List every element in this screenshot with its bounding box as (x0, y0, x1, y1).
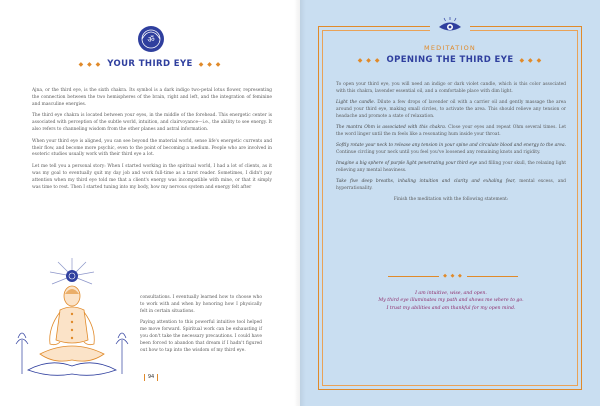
intro-paragraph: To open your third eye, you will need an indigo or dark violet candle, which is this color associated with this chakra, lavender essential oil, and a comfortable place with dim light. (336, 82, 566, 94)
title-ornament-left: ◆ ◆ ◆ (357, 56, 381, 64)
eye-icon (436, 16, 464, 34)
affirmation-statement (336, 290, 566, 312)
title-ornament-right: ◆ ◆ ◆ (519, 56, 543, 64)
meditation-instructions (336, 82, 566, 208)
right-page-title-row (318, 54, 582, 66)
page-number-value: 94 (147, 374, 155, 380)
step-lead: Imagine a big sphere of purple light penetrating your third eye (336, 160, 478, 166)
left-page-title: YOUR THIRD EYE (107, 59, 193, 69)
affirmation-line: My third eye illuminates my path and shows me where to go. (378, 298, 524, 304)
svg-text:ॐ: ॐ (147, 35, 155, 44)
affirmation-divider (388, 272, 518, 280)
meditation-label: MEDITATION (424, 44, 476, 52)
meditating-figure-illustration (10, 254, 148, 392)
step-text: Close your eyes and repeat Ohm several times. Let the word linger until the m feels like a resonating hum inside your throat. (336, 124, 566, 137)
step-text: Continue circling your neck until you feel you've loosened any remaining knots and rigidity. (336, 149, 541, 155)
left-page-title-row (60, 58, 240, 70)
title-ornament-left: ◆ ◆ ◆ (78, 60, 102, 68)
decorative-frame (318, 26, 582, 390)
left-page-body-continued (140, 295, 262, 354)
step-text: and filling your skull, the relaxing light relieving any mental heaviness. (336, 160, 567, 173)
page-gutter-shadow (294, 0, 306, 406)
meditation-step (336, 179, 566, 193)
step-text: Dilute a few drops of lavender oil with a carrier oil and gently massage the area around your third eye, making small circles, to activate the area. This should relieve any tension or headache and promote a state of relaxation. (336, 99, 566, 119)
page-number-divider (144, 374, 145, 381)
divider-line (388, 276, 439, 277)
paragraph: Let me tell you a personal story: When I started working in the spiritual world, I had a lot of clients, as it was my goal to eventually quit my day job and work full-time as a tarot reader. Sometimes, I didn't pay attention when my third eye told me that a client's energy was incompatible with mine, or that it simply was time to rest. Then I started tuning into my body, how my nervous system and energy felt after (32, 164, 272, 190)
step-lead: The mantra Ohm is associated with this chakra. (336, 124, 447, 130)
page-number (134, 372, 168, 382)
left-page-body (32, 88, 272, 196)
step-lead: Take five deep breaths, inhaling intuition and clarity and exhaling fear, (336, 178, 516, 184)
divider-line (467, 276, 518, 277)
meditation-step (336, 125, 566, 139)
third-eye-chakra-icon (138, 26, 164, 52)
paragraph: consultations. I eventually learned how to choose who to work with and when by honoring how I physically felt in certain situations. (140, 295, 262, 314)
affirmation-line: I trust my abilities and am thankful for my open mind. (386, 305, 516, 311)
finish-instruction: Finish the meditation with the following statement: (393, 196, 509, 202)
step-text: mental excess, and hyperrationality. (336, 178, 566, 191)
paragraph: Ajna, or the third eye, is the sixth chakra. Its symbol is a dark indigo two-petal lotus flower, representing the connection between the two hemispheres of the brain, right and left, and the integration of feminine and masculine energies. (32, 88, 272, 107)
step-lead: Softly rotate your neck to release any tension in your spine and circulate blood and energy to the area. (336, 142, 566, 148)
right-page-title: OPENING THE THIRD EYE (386, 55, 514, 65)
meditation-step (336, 161, 566, 175)
paragraph: Paying attention to this powerful intuitive tool helped me move forward. Spiritual work can be exhausting if you don't take the necessary precautions. I could have been forced to abandon that dream if I hadn't figured out how to tap into the wisdom of my third eye. (140, 320, 262, 353)
meditation-step (336, 100, 566, 120)
title-ornament-right: ◆ ◆ ◆ (198, 60, 222, 68)
meditation-step (336, 143, 566, 157)
paragraph: The third eye chakra is located between your eyes, in the middle of the forehead. This energetic center is associated with perception of the subtle world, intuition, and clairvoyance—i.e., the ability to see energy. It also refers to channeling wisdom from the other planes and astral information. (32, 113, 272, 132)
step-lead: Light the candle. (336, 99, 376, 105)
divider-ornament: ◆ ◆ ◆ (443, 273, 463, 279)
page-number-divider (157, 374, 158, 381)
paragraph: When your third eye is aligned, you can see beyond the material world, sense life's energetic currents and their flow, and become more psychic, even to the point of becoming a medium. People who are involved in esoteric studies usually work with their third eye a lot. (32, 138, 272, 158)
affirmation-line: I am intuitive, wise, and open. (415, 291, 487, 296)
